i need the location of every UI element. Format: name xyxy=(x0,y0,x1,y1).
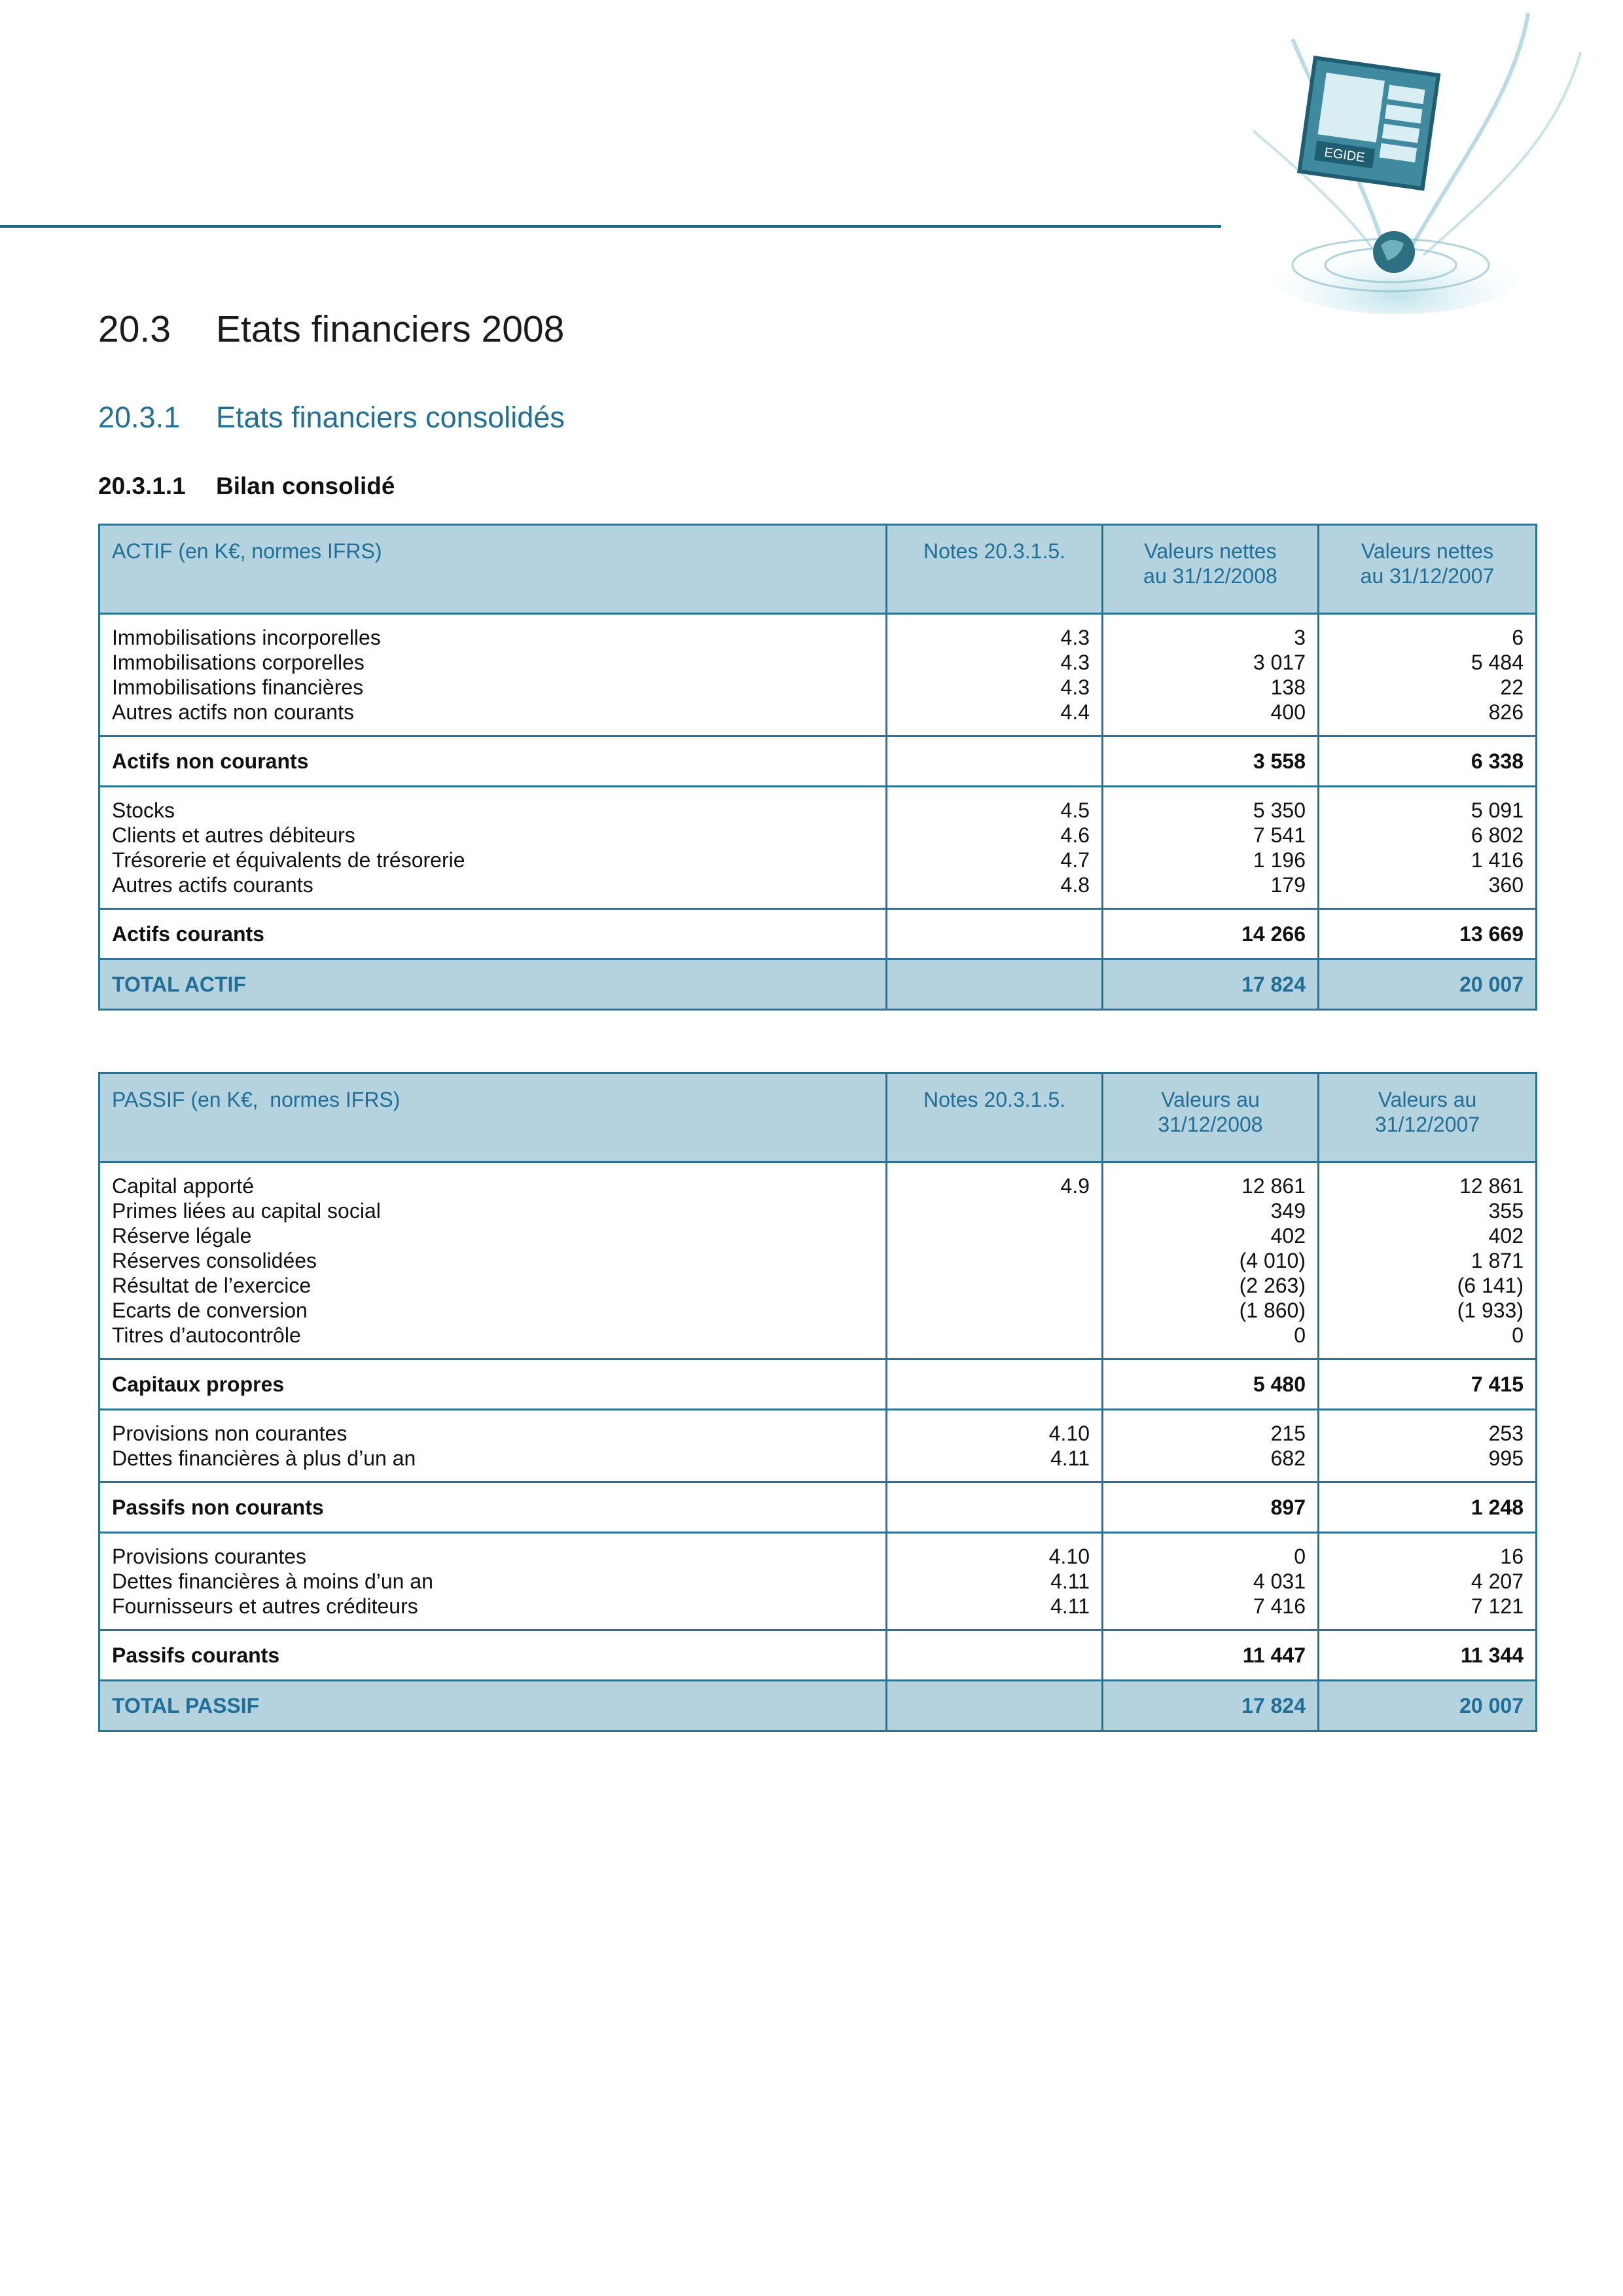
cell-line: 4.3 xyxy=(1060,626,1090,649)
cell-line: Immobilisations corporelles xyxy=(112,651,365,674)
cell-line: 138 xyxy=(1270,675,1306,699)
cell-line: 7 541 xyxy=(1253,823,1306,847)
subtotal-notes xyxy=(887,1359,1103,1410)
cell-line: 349 xyxy=(1270,1199,1306,1223)
header-line: Valeurs nettes xyxy=(1144,539,1277,563)
passif-group-2008 xyxy=(1103,1410,1319,1482)
cell-line: 5 484 xyxy=(1471,651,1524,674)
passif-header-label: PASSIF (en K€, normes IFRS) xyxy=(99,1073,887,1162)
header-line: 31/12/2008 xyxy=(1158,1113,1263,1136)
cell-line: 0 xyxy=(1512,1323,1524,1347)
header-line: au 31/12/2008 xyxy=(1143,564,1277,588)
cell-line: 1 871 xyxy=(1471,1249,1524,1272)
cell-line: Provisions non courantes xyxy=(112,1422,348,1445)
cell-line: 1 196 xyxy=(1253,848,1306,872)
cell-line: Autres actifs courants xyxy=(112,873,313,897)
passif-group-labels xyxy=(99,1162,887,1359)
passif-group-labels xyxy=(99,1410,887,1482)
passif-header-2007 xyxy=(1319,1073,1537,1162)
cell-line: Dettes financières à plus d’un an xyxy=(112,1446,416,1470)
total-2007: 20 007 xyxy=(1319,960,1537,1010)
cell-line: Fournisseurs et autres créditeurs xyxy=(112,1594,418,1618)
passif-group-2007 xyxy=(1319,1162,1537,1359)
cell-line: 402 xyxy=(1270,1224,1306,1247)
cell-line: Autres actifs non courants xyxy=(112,700,354,724)
subtotal-2008: 3 558 xyxy=(1103,736,1319,787)
passif-group-notes xyxy=(887,1533,1103,1630)
cell-line: 402 xyxy=(1488,1224,1524,1247)
subsection-title xyxy=(98,401,565,435)
cell-line: 12 861 xyxy=(1459,1174,1524,1198)
cell-line: 4.10 xyxy=(1048,1545,1090,1568)
section-heading: Etats financiers 2008 xyxy=(216,308,565,350)
cell-line: 4.7 xyxy=(1060,848,1090,872)
passif-group-labels xyxy=(99,1533,887,1630)
table-row xyxy=(99,614,1537,736)
subsubsection-title xyxy=(98,473,395,500)
table-row xyxy=(99,1533,1537,1630)
cell-line: Clients et autres débiteurs xyxy=(112,823,355,847)
subsubsection-number: 20.3.1.1 xyxy=(98,473,186,499)
passif-header-2008 xyxy=(1103,1073,1319,1162)
total-row xyxy=(99,1681,1537,1731)
cell-line: 4.6 xyxy=(1060,823,1090,847)
actif-group-labels xyxy=(99,787,887,909)
passif-header-notes: Notes 20.3.1.5. xyxy=(887,1073,1103,1162)
cell-line: 3 017 xyxy=(1253,651,1306,674)
cell-line: 4.4 xyxy=(1060,700,1090,724)
table-row xyxy=(99,1162,1537,1359)
cell-line: 5 091 xyxy=(1471,798,1524,822)
cell-line: Stocks xyxy=(112,798,175,822)
cell-line: 4.11 xyxy=(1050,1446,1090,1470)
cell-line xyxy=(899,1323,1090,1348)
cell-line: 6 xyxy=(1512,626,1524,649)
cell-line: (4 010) xyxy=(1239,1249,1306,1272)
actif-table xyxy=(98,524,1537,1011)
total-notes xyxy=(887,960,1103,1010)
subtotal-notes xyxy=(887,1482,1103,1533)
cell-line: 7 416 xyxy=(1253,1594,1306,1618)
actif-header-label: ACTIF (en K€, normes IFRS) xyxy=(99,525,887,614)
subtotal-2007: 6 338 xyxy=(1319,736,1537,787)
cell-line: Trésorerie et équivalents de trésorerie xyxy=(112,848,465,872)
cell-line: (6 141) xyxy=(1457,1274,1524,1297)
cell-line: 1 416 xyxy=(1471,848,1524,872)
cell-line: Capital apporté xyxy=(112,1174,255,1198)
cell-line: 179 xyxy=(1270,873,1306,897)
actif-group-2007 xyxy=(1319,787,1537,909)
total-2007: 20 007 xyxy=(1319,1681,1537,1731)
cell-line: (2 263) xyxy=(1239,1274,1306,1297)
subtotal-2008: 5 480 xyxy=(1103,1359,1319,1410)
total-label: TOTAL PASSIF xyxy=(99,1681,887,1731)
cell-line: 253 xyxy=(1488,1422,1524,1445)
subtotal-row xyxy=(99,909,1537,960)
actif-group-notes xyxy=(887,787,1103,909)
actif-group-2008 xyxy=(1103,614,1319,736)
egide-logo xyxy=(1214,0,1607,321)
section-title xyxy=(98,308,564,351)
header-rule xyxy=(0,225,1221,228)
cell-line: 215 xyxy=(1270,1422,1306,1445)
subtotal-2008: 14 266 xyxy=(1103,909,1319,960)
cell-line: 0 xyxy=(1294,1323,1306,1347)
cell-line: Immobilisations incorporelles xyxy=(112,626,381,649)
cell-line: Immobilisations financières xyxy=(112,675,364,699)
cell-line: 7 121 xyxy=(1471,1594,1524,1618)
cell-line: Ecarts de conversion xyxy=(112,1299,308,1322)
subtotal-row xyxy=(99,1630,1537,1681)
cell-line: 4.3 xyxy=(1060,651,1090,674)
cell-line: 355 xyxy=(1488,1199,1524,1223)
actif-group-labels xyxy=(99,614,887,736)
subsection-number: 20.3.1 xyxy=(98,401,181,434)
cell-line: 400 xyxy=(1270,700,1306,724)
cell-line: 0 xyxy=(1294,1545,1306,1568)
table-row xyxy=(99,787,1537,909)
actif-header-2007 xyxy=(1319,525,1537,614)
cell-line: 4.3 xyxy=(1060,675,1090,699)
subtotal-notes xyxy=(887,1630,1103,1681)
cell-line: 12 861 xyxy=(1241,1174,1306,1198)
total-2008: 17 824 xyxy=(1103,1681,1319,1731)
passif-group-2007 xyxy=(1319,1533,1537,1630)
actif-header-2008 xyxy=(1103,525,1319,614)
passif-group-2008 xyxy=(1103,1162,1319,1359)
subsection-heading: Etats financiers consolidés xyxy=(216,401,565,434)
subtotal-2008: 11 447 xyxy=(1103,1630,1319,1681)
cell-line: 4 207 xyxy=(1471,1570,1524,1593)
cell-line: 4.5 xyxy=(1060,798,1090,822)
cell-line xyxy=(899,1248,1090,1273)
cell-line: Réserves consolidées xyxy=(112,1249,317,1272)
subtotal-2007: 11 344 xyxy=(1319,1630,1537,1681)
actif-header-row xyxy=(99,525,1537,614)
cell-line: 5 350 xyxy=(1253,798,1306,822)
passif-group-2008 xyxy=(1103,1533,1319,1630)
subtotal-label: Actifs courants xyxy=(99,909,887,960)
cell-line: (1 860) xyxy=(1239,1299,1306,1322)
actif-group-notes xyxy=(887,614,1103,736)
header-line: Valeurs au xyxy=(1161,1088,1260,1111)
total-label: TOTAL ACTIF xyxy=(99,960,887,1010)
total-2008: 17 824 xyxy=(1103,960,1319,1010)
subtotal-row xyxy=(99,1359,1537,1410)
passif-header-row xyxy=(99,1073,1537,1162)
passif-group-2007 xyxy=(1319,1410,1537,1482)
subtotal-label: Actifs non courants xyxy=(99,736,887,787)
subtotal-label: Passifs non courants xyxy=(99,1482,887,1533)
subtotal-row xyxy=(99,736,1537,787)
cell-line: 3 xyxy=(1294,626,1306,649)
total-row xyxy=(99,960,1537,1010)
cell-line: 4.9 xyxy=(1060,1174,1090,1198)
header-line: 31/12/2007 xyxy=(1374,1113,1480,1136)
passif-group-notes xyxy=(887,1410,1103,1482)
cell-line: Résultat de l’exercice xyxy=(112,1274,312,1297)
cell-line: Primes liées au capital social xyxy=(112,1199,381,1223)
subtotal-2007: 13 669 xyxy=(1319,909,1537,960)
cell-line: (1 933) xyxy=(1457,1299,1524,1322)
passif-table xyxy=(98,1072,1537,1732)
cell-line: 360 xyxy=(1488,873,1524,897)
subtotal-label: Passifs courants xyxy=(99,1630,887,1681)
header-line: Valeurs au xyxy=(1378,1088,1477,1111)
actif-group-2008 xyxy=(1103,787,1319,909)
cell-line: 4 031 xyxy=(1253,1570,1306,1593)
subtotal-2007: 1 248 xyxy=(1319,1482,1537,1533)
cell-line: 4.8 xyxy=(1060,873,1090,897)
passif-group-notes xyxy=(887,1162,1103,1359)
actif-header-notes: Notes 20.3.1.5. xyxy=(887,525,1103,614)
cell-line: 826 xyxy=(1488,700,1524,724)
cell-line: 22 xyxy=(1500,675,1524,699)
subtotal-2007: 7 415 xyxy=(1319,1359,1537,1410)
cell-line: 995 xyxy=(1488,1446,1524,1470)
cell-line: 16 xyxy=(1500,1545,1524,1568)
header-line: Valeurs nettes xyxy=(1361,539,1494,563)
cell-line xyxy=(899,1298,1090,1323)
cell-line xyxy=(899,1223,1090,1248)
cell-line: Provisions courantes xyxy=(112,1545,307,1568)
cell-line: 682 xyxy=(1270,1446,1306,1470)
subtotal-row xyxy=(99,1482,1537,1533)
total-notes xyxy=(887,1681,1103,1731)
cell-line: 4.11 xyxy=(1050,1594,1090,1618)
subtotal-2008: 897 xyxy=(1103,1482,1319,1533)
cell-line: 6 802 xyxy=(1471,823,1524,847)
table-row xyxy=(99,1410,1537,1482)
section-number: 20.3 xyxy=(98,308,171,350)
actif-group-2007 xyxy=(1319,614,1537,736)
cell-line xyxy=(899,1273,1090,1298)
header-line: au 31/12/2007 xyxy=(1360,564,1495,588)
cell-line xyxy=(899,1198,1090,1223)
cell-line: Titres d’autocontrôle xyxy=(112,1323,301,1347)
subsubsection-heading: Bilan consolidé xyxy=(216,473,395,499)
cell-line: 4.10 xyxy=(1048,1422,1090,1445)
subtotal-label: Capitaux propres xyxy=(99,1359,887,1410)
cell-line: 4.11 xyxy=(1050,1570,1090,1593)
subtotal-notes xyxy=(887,736,1103,787)
logo-text: EGIDE xyxy=(1323,145,1366,166)
cell-line: Dettes financières à moins d’un an xyxy=(112,1570,433,1593)
cell-line: Réserve légale xyxy=(112,1224,252,1247)
subtotal-notes xyxy=(887,909,1103,960)
